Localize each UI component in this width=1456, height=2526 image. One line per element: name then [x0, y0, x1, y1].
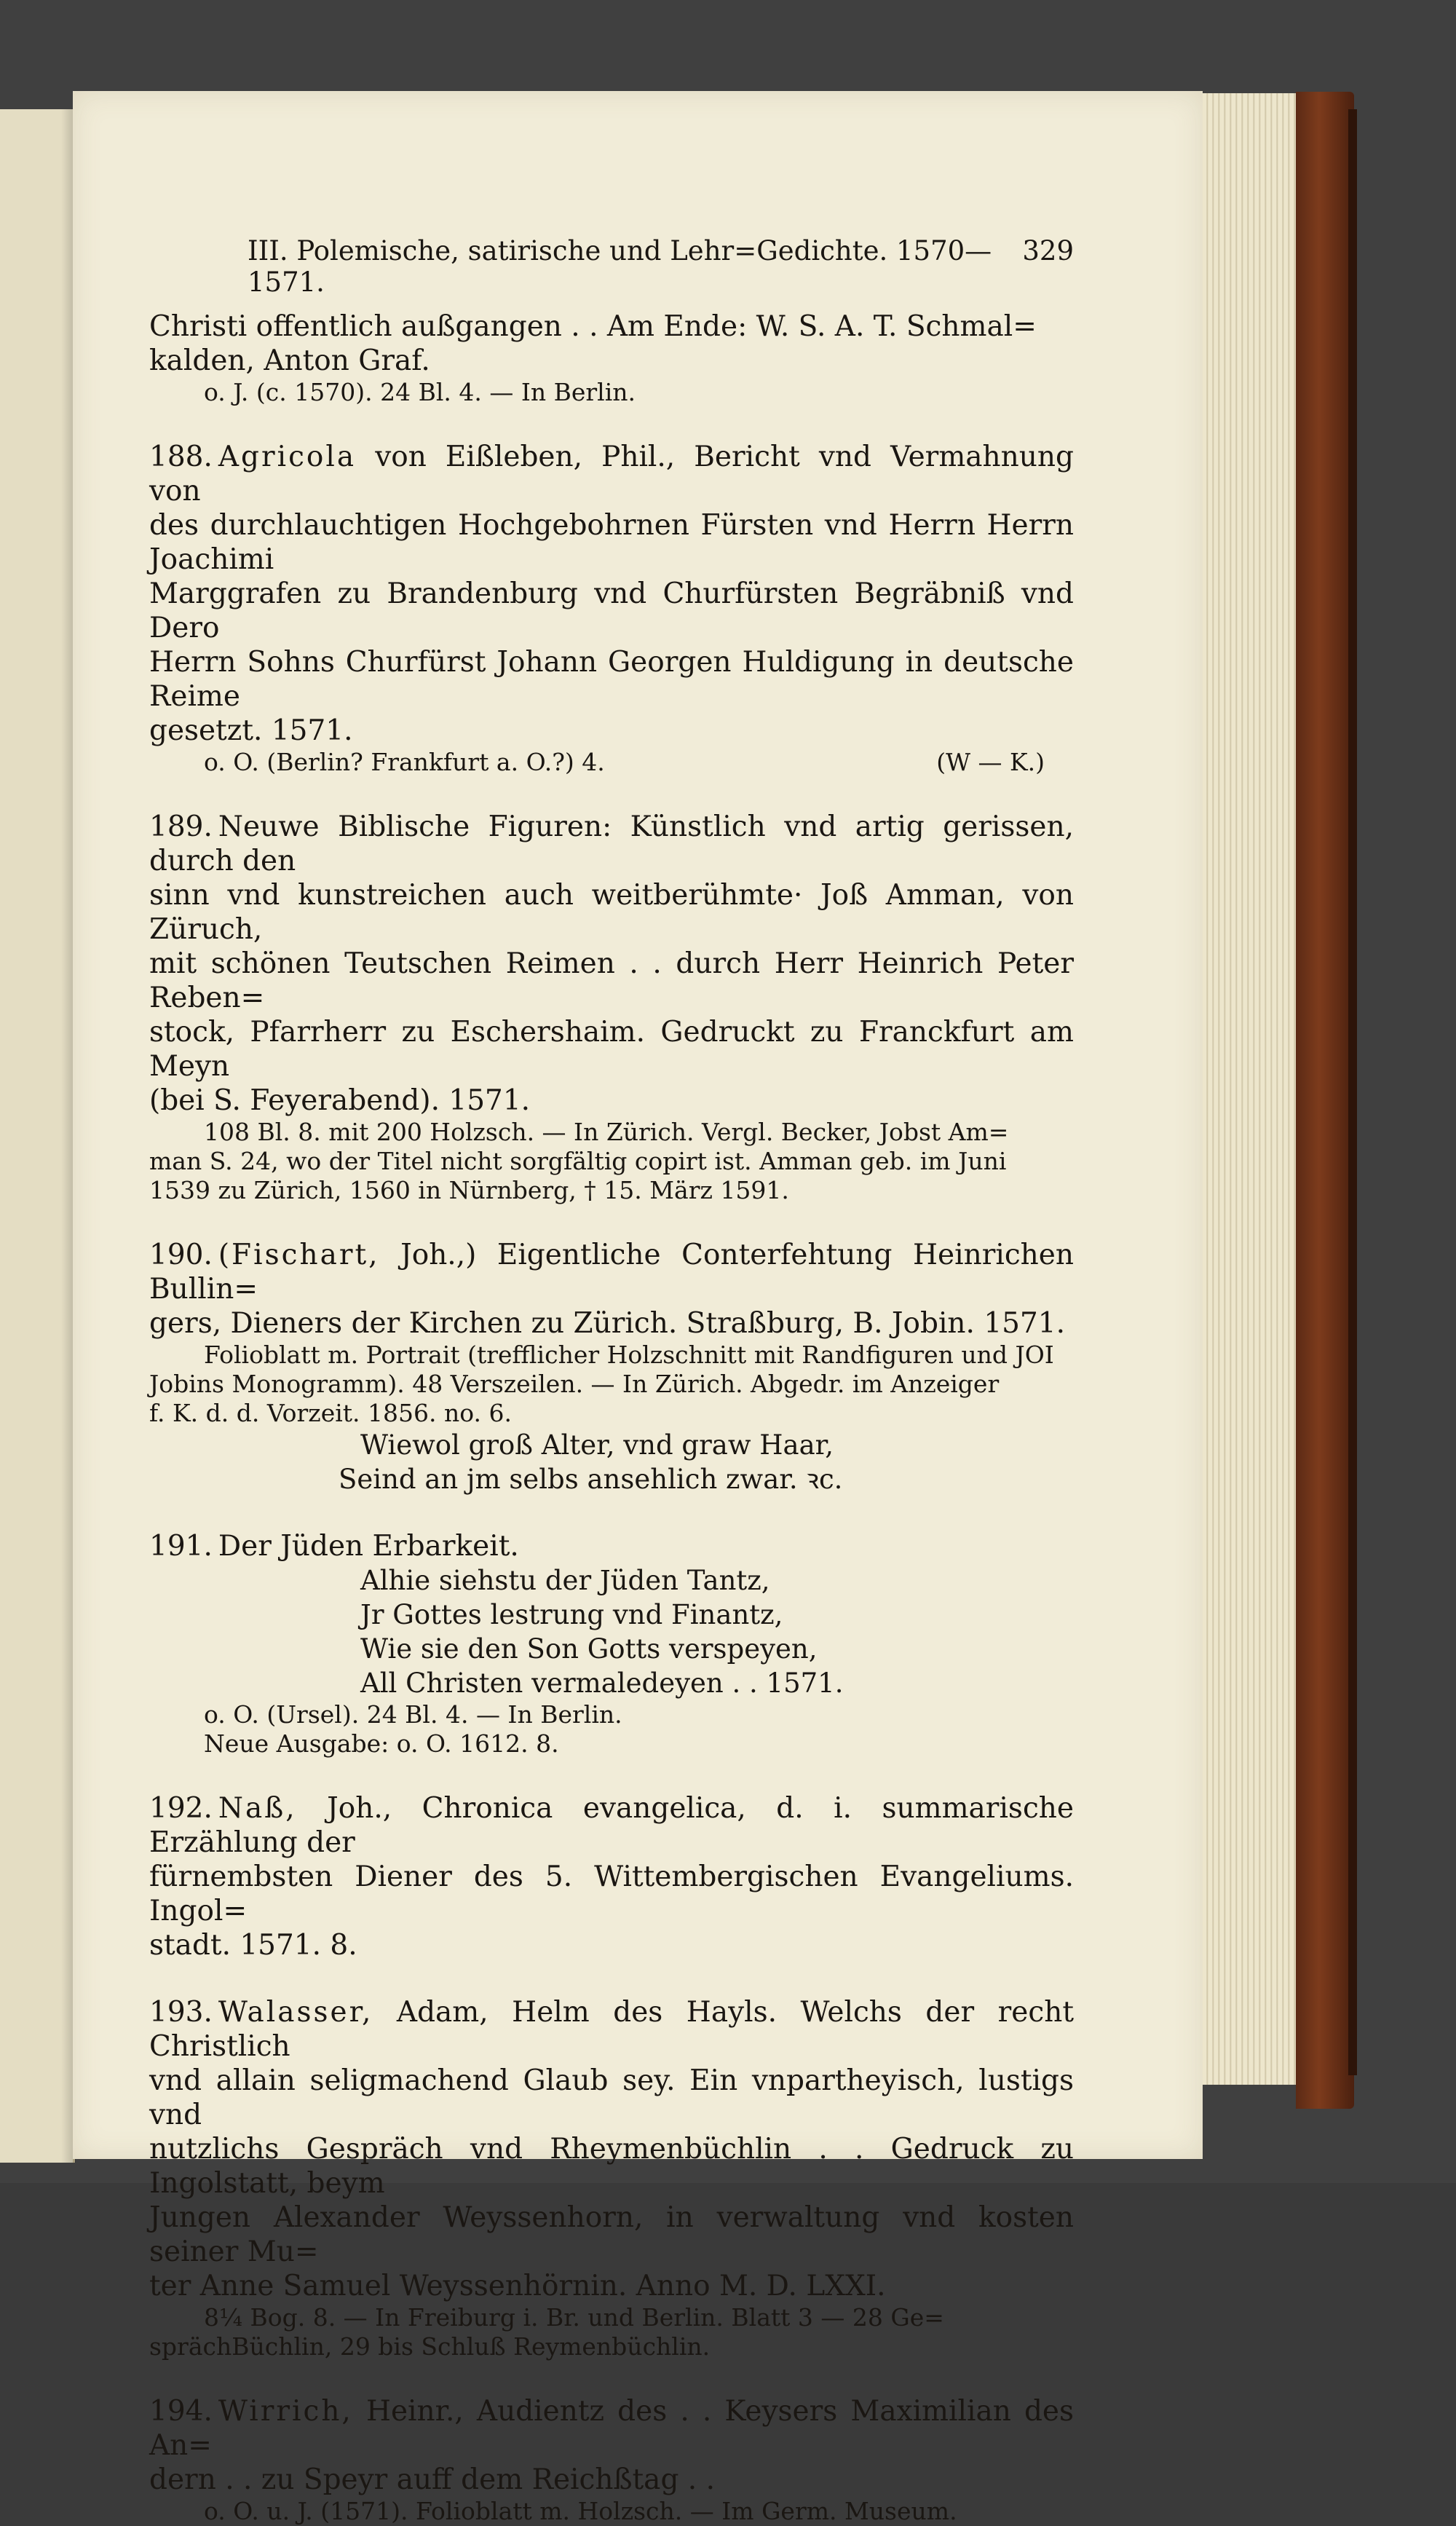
- cover-edge: [1348, 109, 1357, 2075]
- verse-line: Wiewol groß Alter, vnd graw Haar,: [360, 1429, 834, 1461]
- entry-line: mit schönen Teutschen Reimen . . durch Herr Heinrich Peter Reben=: [149, 947, 1074, 1014]
- entry-note: f. K. d. d. Vorzeit. 1856. no. 6.: [149, 1399, 512, 1427]
- page-content: [149, 309, 1074, 2526]
- verse-line: Jr Gottes lestrung vnd Finantz,: [360, 1599, 783, 1630]
- entry-author: Wirrich,: [218, 2395, 353, 2428]
- entry-line: des durchlauchtigen Hochgebohrnen Fürsten vnd Herrn Herrn Joachimi: [149, 509, 1074, 576]
- entry-number: 188.: [149, 441, 213, 473]
- entry-number: 192.: [149, 1792, 213, 1825]
- entry-number: 189.: [149, 810, 213, 843]
- entry-note: o. O. (Ursel). 24 Bl. 4. — In Berlin.: [204, 1700, 622, 1729]
- entry-192: [149, 1791, 1074, 1962]
- intro-line: Christi offentlich außgangen . . Am Ende: W. S. A. T. Schmal=: [149, 310, 1037, 343]
- entry-text: Adam, Helm des Hayls. Welchs der recht Christlich: [149, 1996, 1074, 2063]
- entry-note: o. O. (Berlin? Frankfurt a. O.?) 4.: [204, 748, 605, 776]
- entry-note: Neue Ausgabe: o. O. 1612. 8.: [204, 1729, 559, 1758]
- entry-194: [149, 2394, 1074, 2526]
- entry-line: ter Anne Samuel Weyssenhörnin. Anno M. D. LXXI.: [149, 2270, 886, 2302]
- entry-line: Marggrafen zu Brandenburg vnd Churfürsten Begräbniß vnd Dero: [149, 577, 1074, 644]
- entry-author: (Fischart,: [218, 1239, 380, 1271]
- entry-text: von Eißleben, Phil., Bericht vnd Vermahnung von: [149, 441, 1074, 508]
- entry-number: 194.: [149, 2395, 213, 2428]
- entry-note: man S. 24, wo der Titel nicht sorgfältig copirt ist. Amman geb. im Juni: [149, 1147, 1007, 1175]
- verse-line: All Christen vermaledeyen . . 1571.: [360, 1667, 844, 1699]
- entry-line: vnd allain seligmachend Glaub sey. Ein vnpartheyisch, lustigs vnd: [149, 2064, 1074, 2131]
- entry-note-siglum: (W — K.): [936, 748, 1045, 776]
- entry-193: [149, 1995, 1074, 2361]
- entry-line: nutzlichs Gespräch vnd Rheymenbüchlin . . Gedruck zu Ingolstatt, beym: [149, 2133, 1074, 2200]
- entry-author: Naß,: [218, 1792, 297, 1825]
- entry-191: [149, 1529, 1074, 1759]
- entry-line: dern . . zu Speyr auff dem Reichßtag . .: [149, 2463, 715, 2496]
- entry-text: Joh., Chronica evangelica, d. i. summarische Erzählung der: [149, 1792, 1074, 1859]
- entry-line: stadt. 1571. 8.: [149, 1929, 357, 1962]
- entry-note: 1539 zu Zürich, 1560 in Nürnberg, † 15. März 1591.: [149, 1176, 789, 1204]
- entry-author: Walasser,: [218, 1996, 373, 2029]
- entry-text: Neuwe Biblische Figuren: Künstlich vnd artig gerissen, durch den: [149, 810, 1074, 877]
- entry-188: [149, 440, 1074, 777]
- entry-text: Joh.,) Eigentliche Conterfehtung Heinrichen Bullin=: [149, 1239, 1074, 1306]
- entry-line: (bei S. Feyerabend). 1571.: [149, 1084, 531, 1117]
- entry-line: fürnembsten Diener des 5. Wittembergischen Evangeliums. Ingol=: [149, 1860, 1074, 1927]
- entry-note: 8¼ Bog. 8. — In Freiburg i. Br. und Berlin. Blatt 3 — 28 Ge=: [204, 2303, 944, 2332]
- entry-text: Heinr., Audientz des . . Keysers Maximilian des An=: [149, 2395, 1074, 2462]
- book-cover: [1296, 92, 1354, 2109]
- verse-line: Alhie siehstu der Jüden Tantz,: [360, 1565, 770, 1596]
- entry-note: Folioblatt m. Portrait (trefflicher Holzschnitt mit Randfiguren und JOI: [204, 1341, 1054, 1369]
- entry-number: 191.: [149, 1530, 213, 1563]
- entry-note: sprächBüchlin, 29 bis Schluß Reymenbüchlin.: [149, 2332, 711, 2361]
- entry-line: Herrn Sohns Churfürst Johann Georgen Huldigung in deutsche Reime: [149, 646, 1074, 713]
- entry-line: gers, Dieners der Kirchen zu Zürich. Straßburg, B. Jobin. 1571.: [149, 1307, 1065, 1340]
- running-title: III. Polemische, satirische und Lehr=Gedichte. 1570—1571.: [248, 235, 992, 298]
- entry-line: gesetzt. 1571.: [149, 714, 353, 747]
- entry-note: o. O. u. J. (1571). Folioblatt m. Holzsch. — Im Germ. Museum.: [204, 2497, 957, 2525]
- entry-189: [149, 810, 1074, 1205]
- entry-text: Der Jüden Erbarkeit.: [218, 1530, 519, 1563]
- entry-line: stock, Pfarrherr zu Eschershaim. Gedruckt zu Franckfurt am Meyn: [149, 1016, 1074, 1083]
- entry-number: 190.: [149, 1239, 213, 1271]
- running-header: [248, 235, 1074, 298]
- page-number: 329: [1022, 235, 1074, 267]
- entry-line: sinn vnd kunstreichen auch weitberühmte· Joß Amman, von Züruch,: [149, 879, 1074, 946]
- entry-note: 108 Bl. 8. mit 200 Holzsch. — In Zürich. Vergl. Becker, Jobst Am=: [204, 1118, 1009, 1146]
- entry-190: [149, 1238, 1074, 1496]
- entry-line: Jungen Alexander Weyssenhorn, in verwaltung vnd kosten seiner Mu=: [149, 2201, 1074, 2268]
- intro-line: kalden, Anton Graf.: [149, 344, 430, 377]
- intro-note: o. J. (c. 1570). 24 Bl. 4. — In Berlin.: [204, 378, 636, 406]
- entry-number: 193.: [149, 1996, 213, 2029]
- page-edges: [1203, 93, 1297, 2085]
- entry-note: Jobins Monogramm). 48 Verszeilen. — In Zürich. Abgedr. im Anzeiger: [149, 1370, 1000, 1398]
- verse-line: Wie sie den Son Gotts verspeyen,: [360, 1633, 818, 1665]
- verse-line: Seind an jm selbs ansehlich zwar. ꝛc.: [339, 1464, 843, 1495]
- entry-author: Agricola: [218, 441, 357, 473]
